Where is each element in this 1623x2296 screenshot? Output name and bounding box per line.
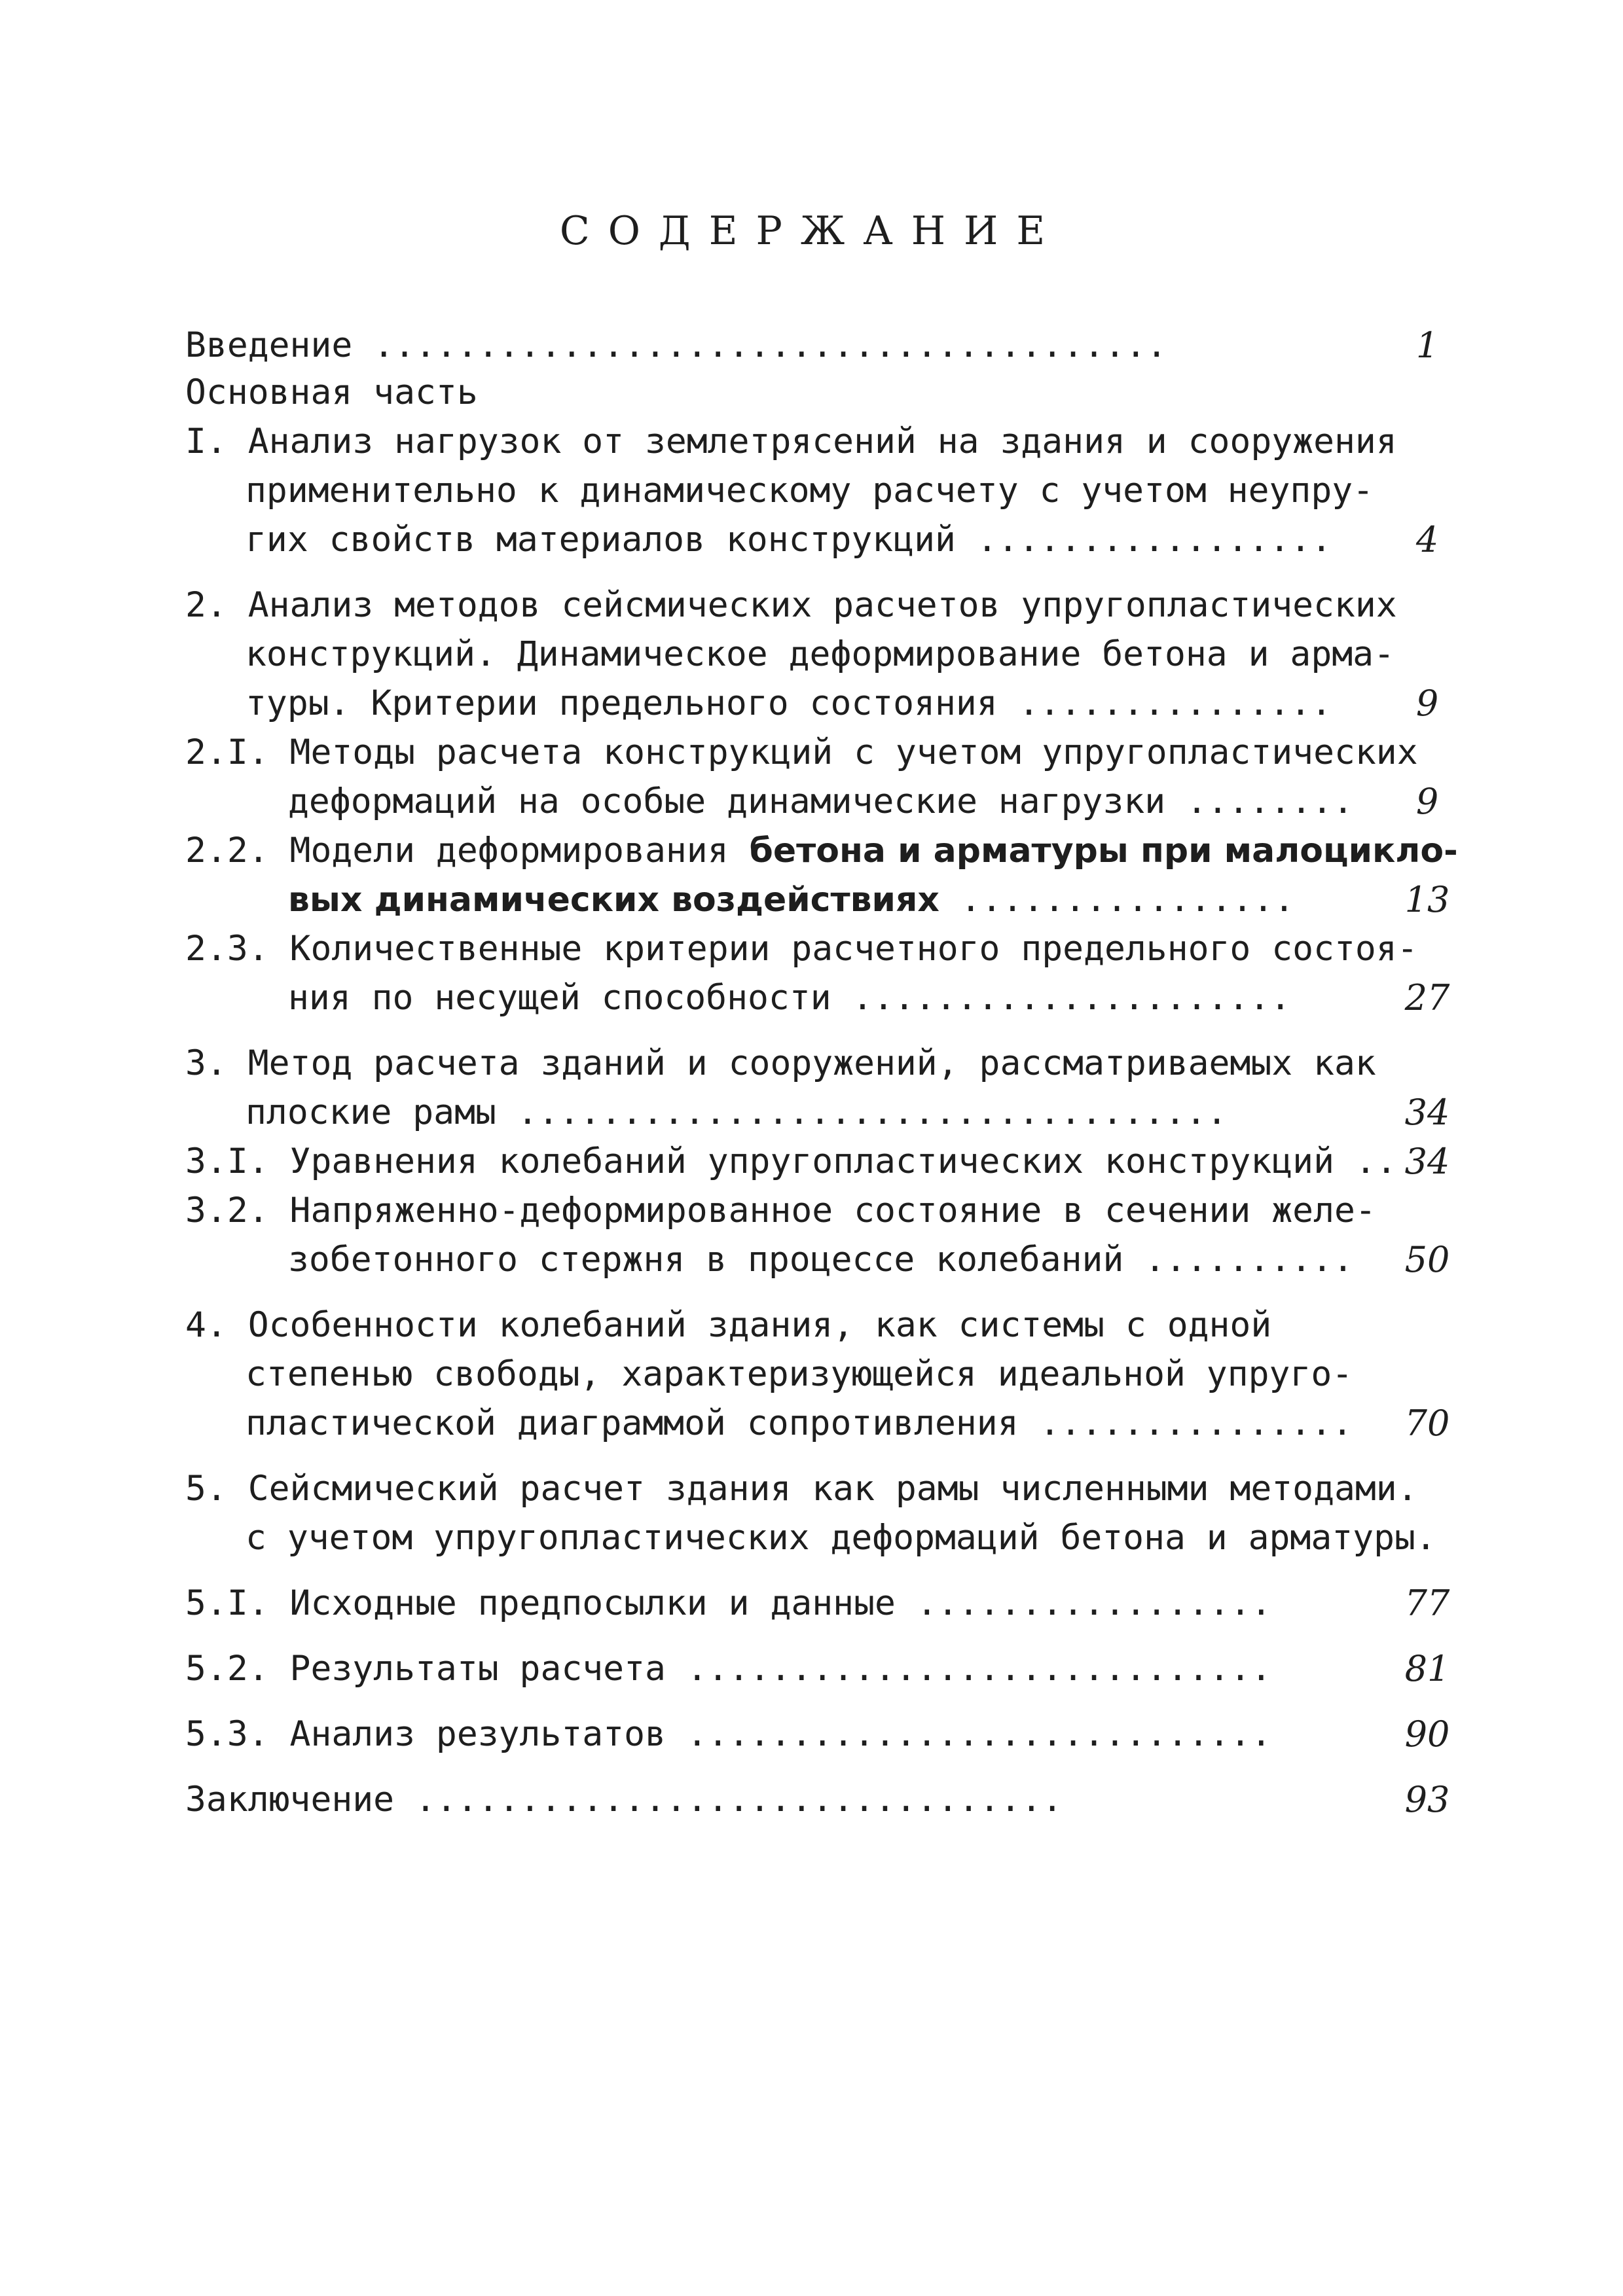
page-number: 13 (1404, 879, 1450, 920)
dot-leader: ............... (1018, 1403, 1353, 1443)
dot-leader: ............................... (394, 1780, 1063, 1820)
toc-entry-text: вых динамических воздействиях (288, 880, 939, 920)
dot-leader: ...................................... (352, 325, 1167, 365)
toc-entry-text: 2.2. Модели деформирования (185, 831, 750, 870)
page-number: 27 (1404, 977, 1450, 1018)
toc-entry-1-line3 (246, 515, 1332, 564)
toc-entry-2-1-line1: 2.I. Методы расчета конструкций с учетом упругопластических (185, 732, 1418, 772)
page-title: СОДЕРЖАНИЕ (559, 208, 1064, 254)
dot-leader: ............................ (665, 1714, 1272, 1754)
toc-entry-text: Заключение (185, 1780, 395, 1820)
page-number: 50 (1404, 1239, 1450, 1280)
toc-entry-4-line2: степенью свободы, характеризующейся идеальной упруго- (246, 1354, 1353, 1394)
toc-entry-text: 5.3. Анализ результатов (185, 1714, 666, 1754)
toc-entry-5-3 (185, 1710, 1271, 1759)
dot-leader: ................. (895, 1583, 1272, 1623)
toc-entry-2-3-line2 (288, 973, 1291, 1022)
page-number: 70 (1404, 1403, 1450, 1444)
dot-leader: ........ (1165, 781, 1354, 821)
toc-entry-text-bold: бетона и арматуры при малоцикло- (749, 831, 1458, 870)
toc-entry-2-1-line2 (288, 777, 1353, 826)
toc-entry-5-line1: 5. Сейсмический расчет здания как рамы численными методами. (185, 1469, 1418, 1509)
toc-entry-text: 3.I. Уравнения колебаний упругопластических конструкций (185, 1141, 1334, 1181)
toc-entry-text: деформаций на особые динамические нагрузки (288, 781, 1166, 821)
toc-entry-5-1 (185, 1579, 1271, 1628)
page-number: 9 (1415, 781, 1439, 822)
toc-entry-3-1 (185, 1137, 1397, 1186)
dot-leader: .. (1334, 1141, 1397, 1181)
page-number: 77 (1404, 1583, 1450, 1624)
toc-entry-text: Введение (185, 325, 353, 365)
page-number: 4 (1415, 519, 1439, 560)
page-number: 34 (1404, 1092, 1450, 1133)
toc-entry-1-line1: I. Анализ нагрузок от землетрясений на здания и сооружения (185, 422, 1397, 461)
toc-entry-text: зобетонного стержня в процессе колебаний (288, 1240, 1124, 1280)
page-number: 81 (1404, 1648, 1450, 1689)
toc-entry-text: гих свойств материалов конструкций (246, 520, 956, 560)
toc-entry-text: туры. Критерии предельного состояния (246, 683, 998, 723)
toc-entry-2-line3 (246, 679, 1332, 728)
toc-entry-text: плоские рамы (246, 1092, 496, 1132)
page-number: 93 (1404, 1779, 1450, 1820)
toc-entry-2-line2: конструкций. Динамическое деформирование бетона и арма- (246, 634, 1395, 674)
dot-leader: ................. (955, 520, 1332, 560)
toc-entry-2-2-line2 (288, 875, 1294, 925)
page-number: 9 (1415, 683, 1439, 724)
toc-heading-main-part: Основная часть (185, 372, 478, 412)
toc-entry-2-2-line1 (185, 826, 1458, 876)
toc-entry-3-line2 (246, 1088, 1228, 1137)
toc-entry-4-line1: 4. Особенности колебаний здания, как системы с одной (185, 1305, 1272, 1345)
toc-entry-intro (185, 321, 1167, 370)
toc-entry-2-3-line1: 2.3. Количественные критерии расчетного предельного состоя- (185, 929, 1418, 969)
toc-entry-3-2-line1: 3.2. Напряженно-деформированное состояние в сечении желе- (185, 1191, 1376, 1230)
toc-entry-2-line1: 2. Анализ методов сейсмических расчетов упругопластических (185, 585, 1397, 625)
toc-entry-conclusion (185, 1775, 1063, 1824)
page-number: 90 (1404, 1713, 1450, 1755)
page-number: 1 (1415, 325, 1439, 366)
toc-entry-text: пластической диаграммой сопротивления (246, 1403, 1019, 1443)
dot-leader: .................................. (496, 1092, 1228, 1132)
toc-entry-4-line3 (246, 1399, 1353, 1448)
page-number: 34 (1404, 1141, 1450, 1182)
toc-entry-5-2 (185, 1644, 1271, 1693)
toc-entry-3-2-line2 (288, 1235, 1353, 1284)
toc-entry-5-line2: с учетом упругопластических деформаций бетона и арматуры. (246, 1518, 1436, 1558)
toc-entry-text: 5.2. Результаты расчета (185, 1649, 666, 1689)
toc-entry-text: ния по несущей способности (288, 978, 831, 1018)
dot-leader: ............................ (665, 1649, 1272, 1689)
toc-entry-text: 5.I. Исходные предпосылки и данные (185, 1583, 896, 1623)
toc-entry-1-line2: применительно к динамическому расчету с учетом неупру- (246, 471, 1374, 511)
dot-leader: .......... (1123, 1240, 1354, 1280)
dot-leader: ..................... (831, 978, 1291, 1018)
dot-leader: ................ (939, 880, 1295, 920)
dot-leader: ............... (997, 683, 1332, 723)
toc-entry-3-line1: 3. Метод расчета зданий и сооружений, рассматриваемых как (185, 1043, 1376, 1083)
